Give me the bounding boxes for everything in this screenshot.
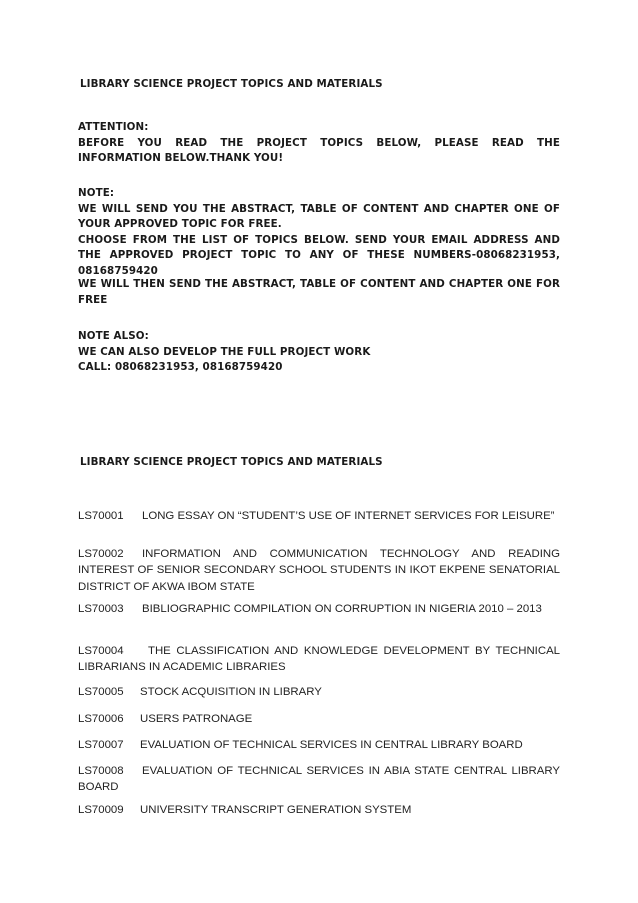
note-line-1: WE WILL SEND YOU THE ABSTRACT, TABLE OF CONTENT AND CHAPTER ONE OF YOUR APPROVED TOPIC FOR FREE. bbox=[78, 202, 560, 231]
topic-code: LS70001 bbox=[78, 510, 124, 522]
note-block bbox=[78, 186, 560, 280]
topic-item bbox=[78, 802, 560, 818]
topic-item bbox=[78, 601, 560, 617]
topic-code: LS70008 bbox=[78, 765, 124, 777]
note-label: NOTE: bbox=[78, 187, 115, 199]
page-heading-top: LIBRARY SCIENCE PROJECT TOPICS AND MATERIALS bbox=[80, 78, 383, 90]
topic-item bbox=[78, 737, 560, 753]
topic-title: INFORMATION AND COMMUNICATION TECHNOLOGY AND READING INTEREST OF SENIOR SECONDARY SCHOOL STUDENTS IN IKOT EKPENE SENATORIAL DISTRICT OF AKWA IBOM STATE bbox=[78, 548, 560, 593]
note-line-2: CHOOSE FROM THE LIST OF TOPICS BELOW. SEND YOUR EMAIL ADDRESS AND THE APPROVED PROJECT TOPIC TO ANY OF THESE NUMBERS-08068231953, 08168759420 bbox=[78, 233, 560, 277]
topic-item bbox=[78, 643, 560, 676]
topic-code: LS70005 bbox=[78, 686, 124, 698]
note-also-line-2: CALL: 08068231953, 08168759420 bbox=[78, 361, 283, 374]
topic-code: LS70004 bbox=[78, 645, 124, 657]
note-also-label: NOTE ALSO: bbox=[78, 330, 149, 342]
attention-label: ATTENTION: bbox=[78, 121, 149, 133]
topic-title: USERS PATRONAGE bbox=[140, 713, 253, 725]
attention-text: BEFORE YOU READ THE PROJECT TOPICS BELOW, PLEASE READ THE INFORMATION BELOW.THANK YOU! bbox=[78, 136, 560, 165]
topic-title: BIBLIOGRAPHIC COMPILATION ON CORRUPTION IN NIGERIA 2010 – 2013 bbox=[142, 603, 542, 615]
topic-title: UNIVERSITY TRANSCRIPT GENERATION SYSTEM bbox=[140, 804, 412, 816]
topic-title: LONG ESSAY ON “STUDENT’S USE OF INTERNET SERVICES FOR LEISURE” bbox=[142, 510, 555, 522]
topic-code: LS70003 bbox=[78, 603, 124, 615]
topic-title: EVALUATION OF TECHNICAL SERVICES IN ABIA STATE CENTRAL LIBRARY BOARD bbox=[78, 765, 560, 794]
topic-item bbox=[78, 763, 560, 796]
topic-title: EVALUATION OF TECHNICAL SERVICES IN CENTRAL LIBRARY BOARD bbox=[140, 739, 523, 751]
note-also-line-1: WE CAN ALSO DEVELOP THE FULL PROJECT WORK bbox=[78, 345, 371, 358]
then-send-block: WE WILL THEN SEND THE ABSTRACT, TABLE OF CONTENT AND CHAPTER ONE FOR FREE bbox=[78, 278, 560, 306]
topic-title: THE CLASSIFICATION AND KNOWLEDGE DEVELOPMENT BY TECHNICAL LIBRARIANS IN ACADEMIC LIBRARIES bbox=[78, 645, 560, 674]
topic-code: LS70002 bbox=[78, 548, 124, 560]
topic-item bbox=[78, 711, 560, 727]
note-also-block bbox=[78, 329, 560, 376]
topic-code: LS70007 bbox=[78, 739, 124, 751]
topic-item bbox=[78, 508, 560, 524]
attention-block bbox=[78, 120, 560, 167]
topic-code: LS70006 bbox=[78, 713, 124, 725]
topic-title: STOCK ACQUISITION IN LIBRARY bbox=[140, 686, 322, 698]
topic-code: LS70009 bbox=[78, 804, 124, 816]
page-heading-bottom: LIBRARY SCIENCE PROJECT TOPICS AND MATERIALS bbox=[80, 456, 383, 468]
topic-item bbox=[78, 684, 560, 700]
topic-item bbox=[78, 546, 560, 595]
